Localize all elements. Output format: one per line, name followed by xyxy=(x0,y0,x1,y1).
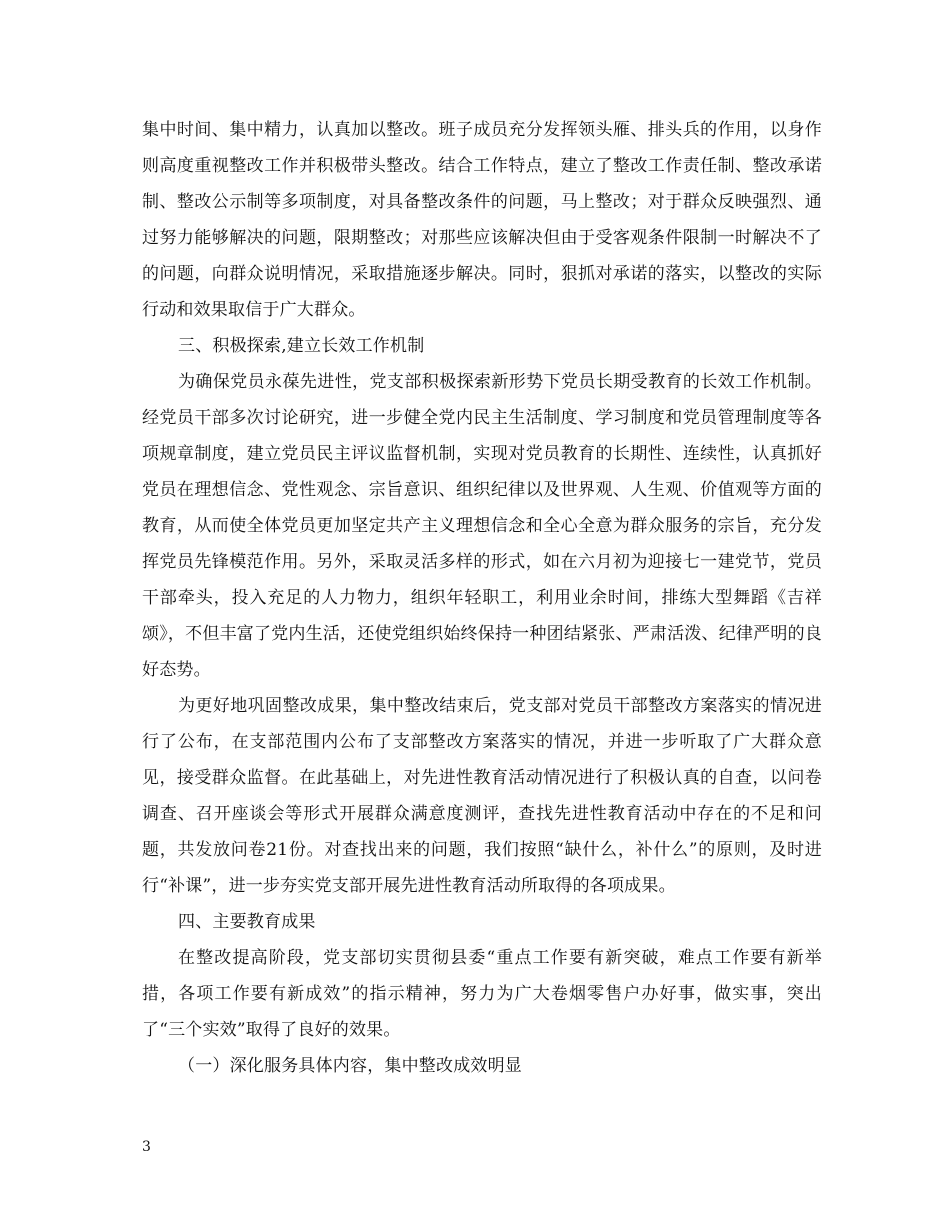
subsection-heading-one: （一）深化服务具体内容，集中整改成效明显 xyxy=(178,1056,522,1076)
section-heading-three: 三、积极探索,建立长效工作机制 xyxy=(178,336,425,356)
document-body xyxy=(142,112,822,1084)
paragraph-consolidate-results: 为更好地巩固整改成果，集中整改结束后，党支部对党员干部整改方案落实的情况进行了公布，在支部范围内公布了支部整改方案落实的情况，并进一步听取了广大群众意见，接受群众监督。在此基础上，对先进性教育活动情况进行了积极认真的自查，以问卷调查、召开座谈会等形式开展群众满意度测评，查找先进性教育活动中存在的不足和问题，共发放问卷21份。对查找出来的问题，我们按照“缺什么，补什么”的原则，及时进行“补课”，进一步夯实党支部开展先进性教育活动所取得的各项成果。 xyxy=(142,696,822,896)
paragraph-rectification-stage: 在整改提高阶段，党支部切实贯彻县委“重点工作要有新突破，难点工作要有新举措，各项工作要有新成效”的指示精神，努力为广大卷烟零售户办好事，做实事，突出了“三个实效”取得了良好的效果。 xyxy=(142,948,822,1040)
section-heading-four: 四、主要教育成果 xyxy=(178,912,316,932)
page-number: 3 xyxy=(142,1139,151,1155)
paragraph-long-term-mechanism: 为确保党员永葆先进性，党支部积极探索新形势下党员长期受教育的长效工作机制。经党员干部多次讨论研究，进一步健全党内民主生活制度、学习制度和党员管理制度等各项规章制度，建立党员民主评议监督机制，实现对党员教育的长期性、连续性，认真抓好党员在理想信念、党性观念、宗旨意识、组织纪律以及世界观、人生观、价值观等方面的教育，从而使全体党员更加坚定共产主义理想信念和全心全意为群众服务的宗旨，充分发挥党员先锋模范作用。另外，采取灵活多样的形式，如在六月初为迎接七一建党节，党员干部牵头，投入充足的人力物力，组织年轻职工，利用业余时间，排练大型舞蹈《吉祥颂》，不但丰富了党内生活，还使党组织始终保持一种团结紧张、严肃活泼、纪律严明的良好态势。 xyxy=(142,372,822,680)
paragraph-continued: 集中时间、集中精力，认真加以整改。班子成员充分发挥领头雁、排头兵的作用，以身作则高度重视整改工作并积极带头整改。结合工作特点，建立了整改工作责任制、整改承诺制、整改公示制等多项制度，对具备整改条件的问题，马上整改；对于群众反映强烈、通过努力能够解决的问题，限期整改；对那些应该解决但由于受客观条件限制一时解决不了的问题，向群众说明情况，采取措施逐步解决。同时，狠抓对承诺的落实，以整改的实际行动和效果取信于广大群众。 xyxy=(142,120,822,320)
